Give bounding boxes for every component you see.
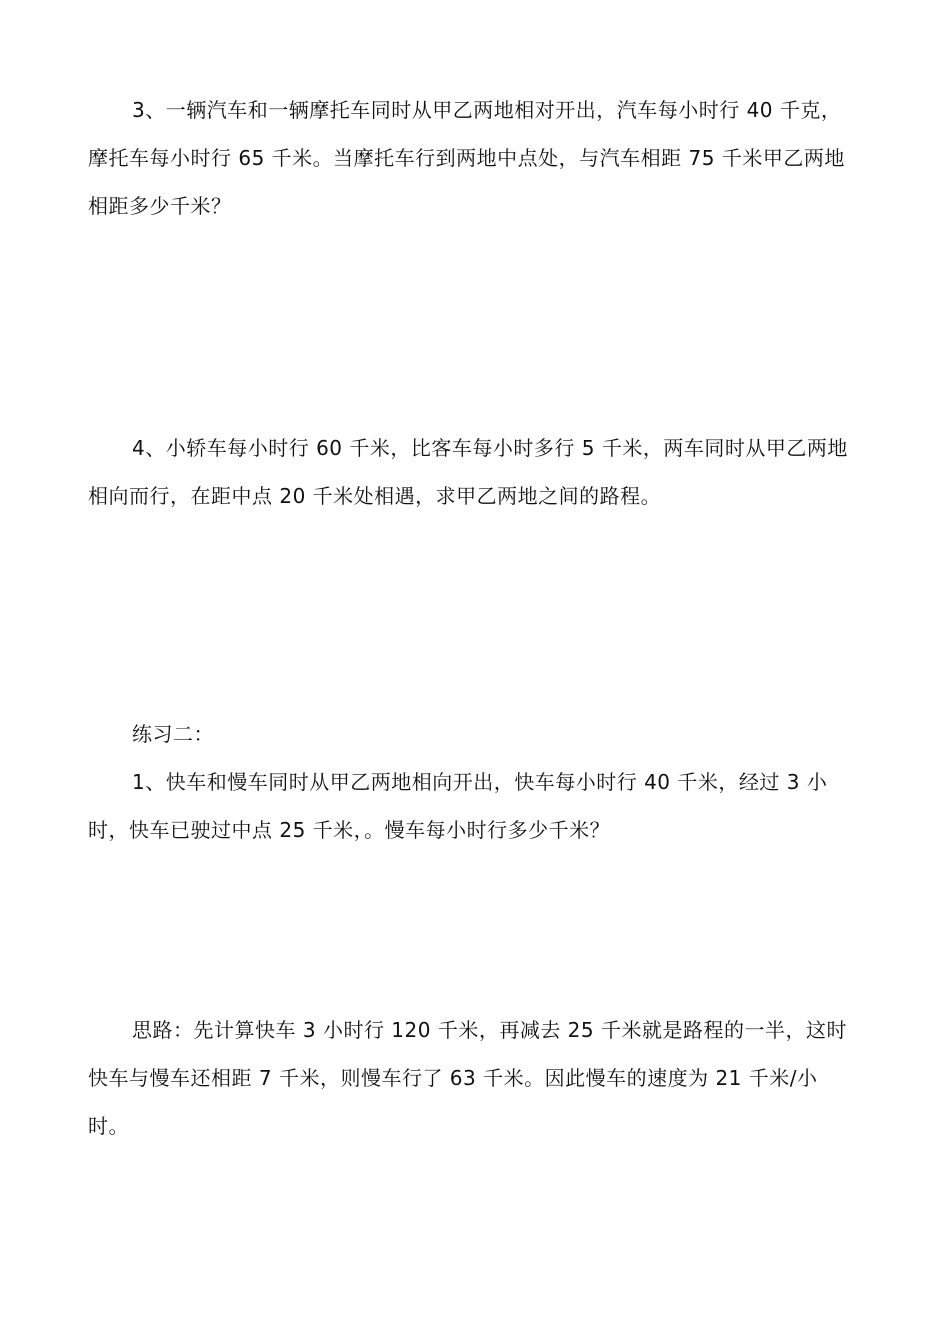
problem-3-text: 3、一辆汽车和一辆摩托车同时从甲乙两地相对开出，汽车每小时行 40 千克，摩托车每小时行 65 千米。当摩托车行到两地中点处，与汽车相距 75 千米甲乙两地相距多少千米？ bbox=[88, 98, 845, 218]
hint-text: 思路：先计算快车 3 小时行 120 千米，再减去 25 千米就是路程的一半，这时快车与慢车还相距 7 千米，则慢车行了 63 千米。因此慢车的速度为 21 千米/小时。 bbox=[88, 1018, 847, 1138]
exercise-1-text: 1、快车和慢车同时从甲乙两地相向开出，快车每小时行 40 千米，经过 3 小时，快车已驶过中点 25 千米，。慢车每小时行多少千米？ bbox=[88, 770, 828, 842]
problem-4-text: 4、小轿车每小时行 60 千米，比客车每小时多行 5 千米，两车同时从甲乙两地相向而行，在距中点 20 千米处相遇，求甲乙两地之间的路程。 bbox=[88, 436, 848, 508]
section-heading: 练习二： bbox=[132, 722, 214, 746]
